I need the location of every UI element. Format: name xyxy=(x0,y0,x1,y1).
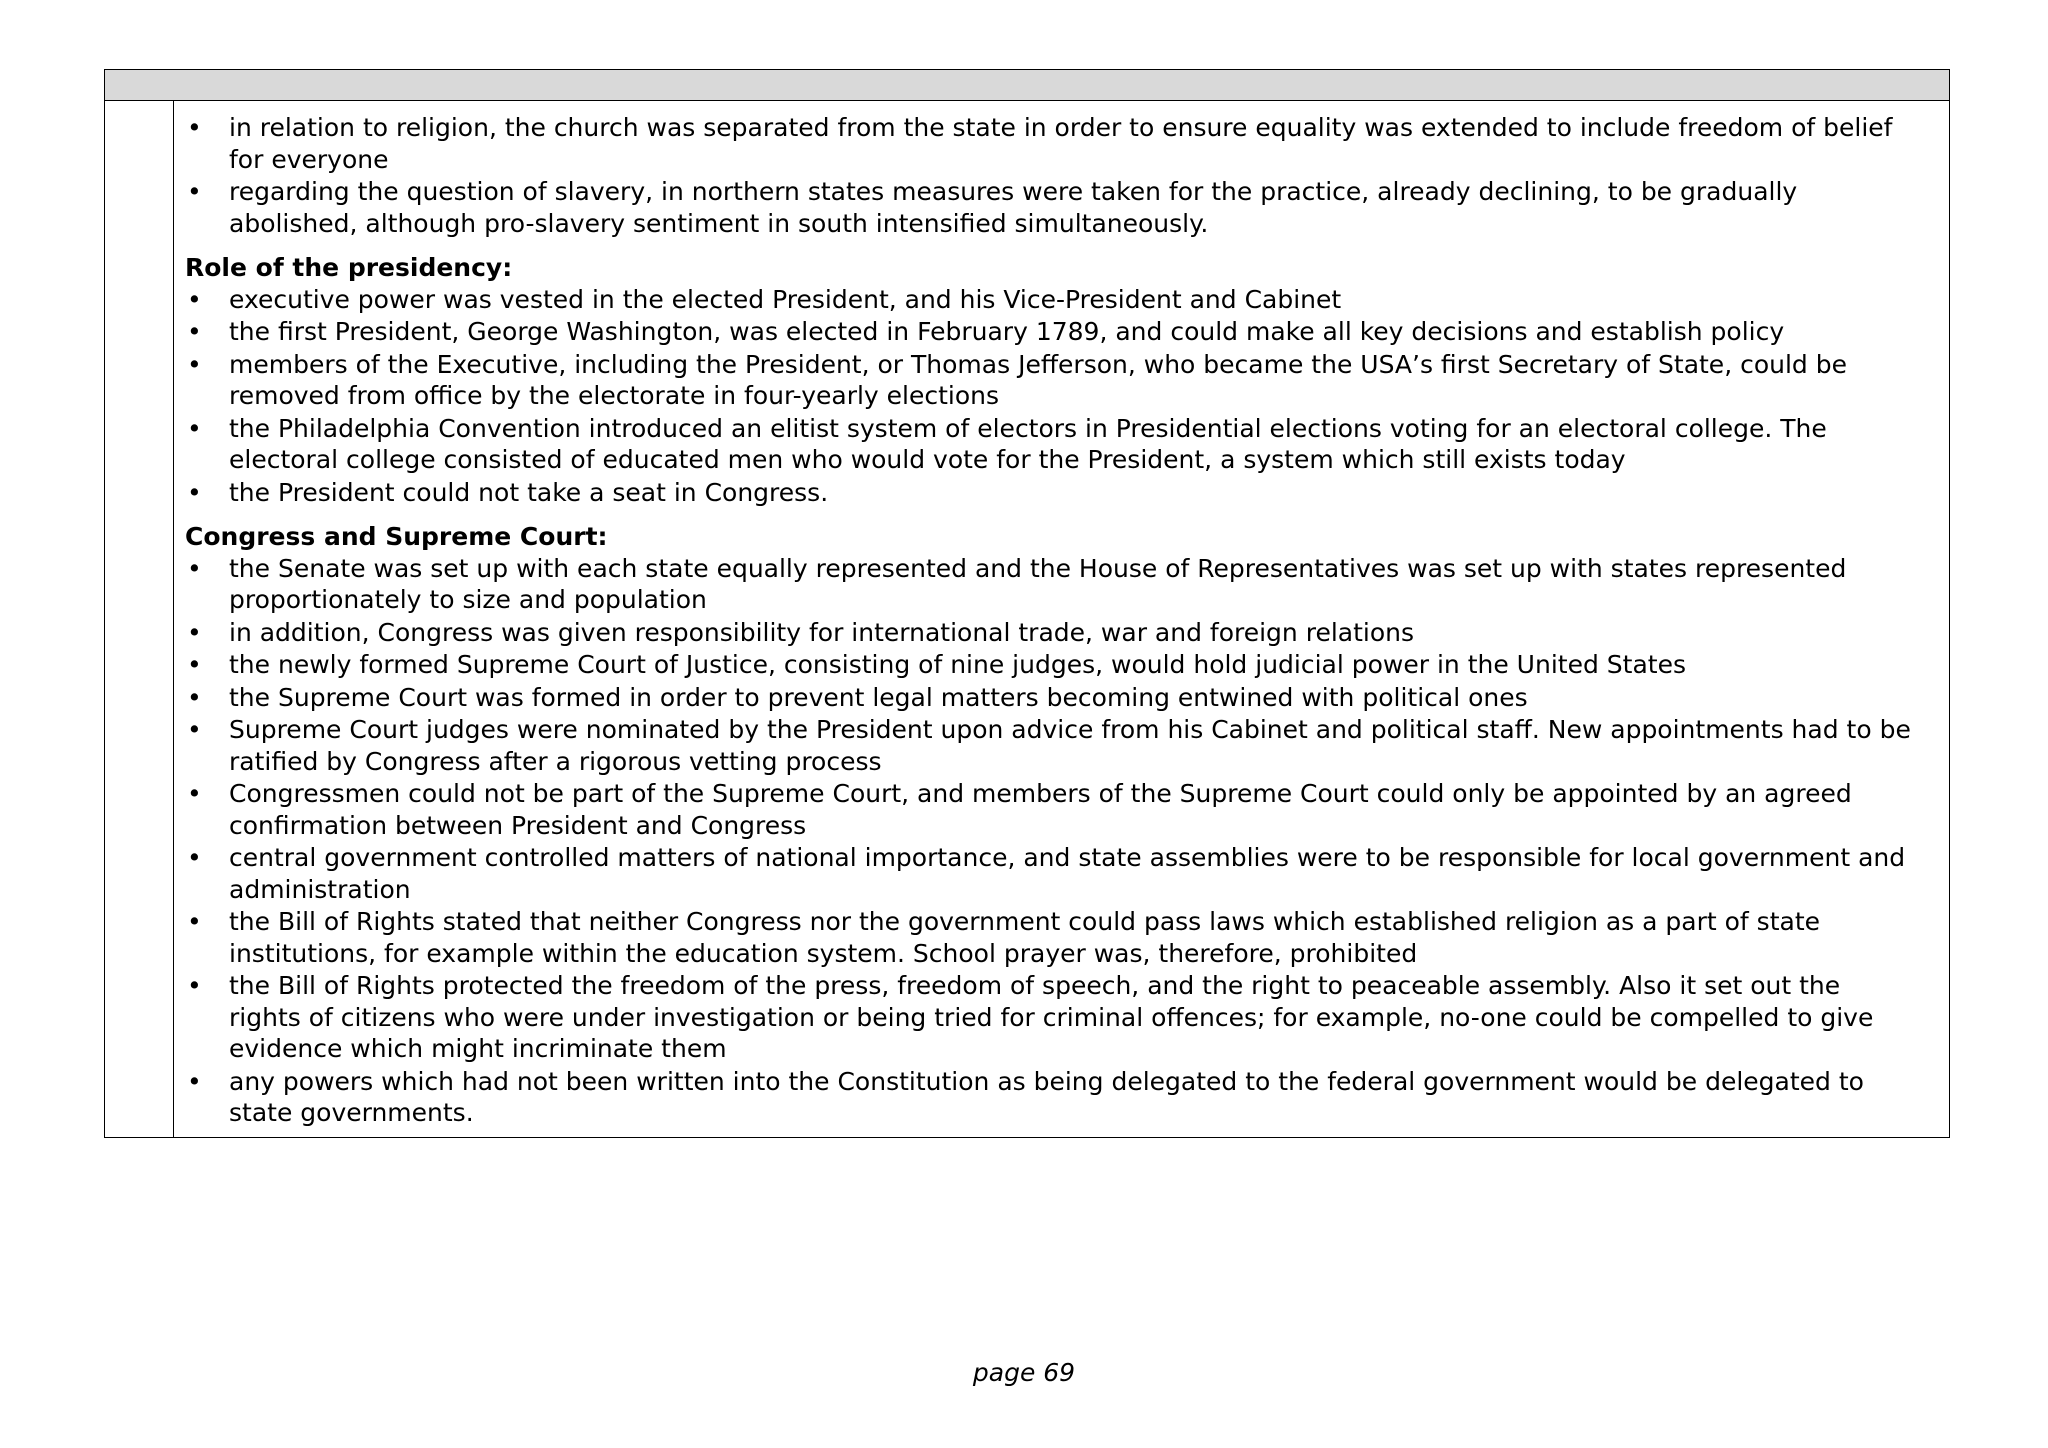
list-item: • the Supreme Court was formed in order to prevent legal matters becoming entwined with political ones xyxy=(185,682,1919,714)
content-table xyxy=(104,69,1950,1138)
list-item: • the Bill of Rights stated that neither Congress nor the government could pass laws which established religion as a part of state institutions, for example within the education system. School prayer was, therefore, prohibited xyxy=(185,906,1919,969)
presidency-bullet-list xyxy=(185,284,1919,509)
congress-bullet-list xyxy=(185,553,1919,1129)
list-item: • Supreme Court judges were nominated by the President upon advice from his Cabinet and political staff. New appointments had to be ratified by Congress after a rigorous vetting process xyxy=(185,714,1919,777)
list-item: • the first President, George Washington, was elected in February 1789, and could make all key decisions and establish policy xyxy=(185,316,1919,348)
content-cell xyxy=(174,101,1949,1137)
section-spacer xyxy=(185,509,1919,521)
left-empty-cell xyxy=(105,101,174,1137)
section-spacer xyxy=(185,240,1919,252)
presidency-heading: Role of the presidency: xyxy=(185,253,513,282)
list-item: • regarding the question of slavery, in northern states measures were taken for the practice, already declining, to be gradually abolished, although pro-slavery sentiment in south intensified simultaneously. xyxy=(185,176,1919,239)
list-item: • executive power was vested in the elected President, and his Vice-President and Cabinet xyxy=(185,284,1919,316)
page-number: page 69 xyxy=(972,1358,1076,1387)
intro-bullet-list xyxy=(185,112,1919,239)
table-header-row xyxy=(105,70,1949,101)
list-item: • the President could not take a seat in Congress. xyxy=(185,477,1919,509)
table-body-row xyxy=(105,101,1949,1137)
list-item: • in relation to religion, the church was separated from the state in order to ensure equality was extended to include freedom of belief for everyone xyxy=(185,112,1919,175)
list-item: • the Bill of Rights protected the freedom of the press, freedom of speech, and the right to peaceable assembly. Also it set out the rights of citizens who were under investigation or being tried for criminal offences; for example, no-one could be compelled to give evidence which might incriminate them xyxy=(185,970,1919,1065)
congress-heading: Congress and Supreme Court: xyxy=(185,522,608,551)
list-item: • any powers which had not been written into the Constitution as being delegated to the federal government would be delegated to state governments. xyxy=(185,1066,1919,1129)
list-item: • in addition, Congress was given responsibility for international trade, war and foreign relations xyxy=(185,617,1919,649)
list-item: • the Senate was set up with each state equally represented and the House of Representatives was set up with states represented proportionately to size and population xyxy=(185,553,1919,616)
list-item: • the Philadelphia Convention introduced an elitist system of electors in Presidential elections voting for an electoral college. The electoral college consisted of educated men who would vote for the President, a system which still exists today xyxy=(185,413,1919,476)
list-item: • central government controlled matters of national importance, and state assemblies were to be responsible for local government and administration xyxy=(185,842,1919,905)
list-item: • Congressmen could not be part of the Supreme Court, and members of the Supreme Court could only be appointed by an agreed confirmation between President and Congress xyxy=(185,778,1919,841)
list-item: • the newly formed Supreme Court of Justice, consisting of nine judges, would hold judicial power in the United States xyxy=(185,649,1919,681)
list-item: • members of the Executive, including the President, or Thomas Jefferson, who became the USA’s first Secretary of State, could be removed from office by the electorate in four-yearly elections xyxy=(185,349,1919,412)
